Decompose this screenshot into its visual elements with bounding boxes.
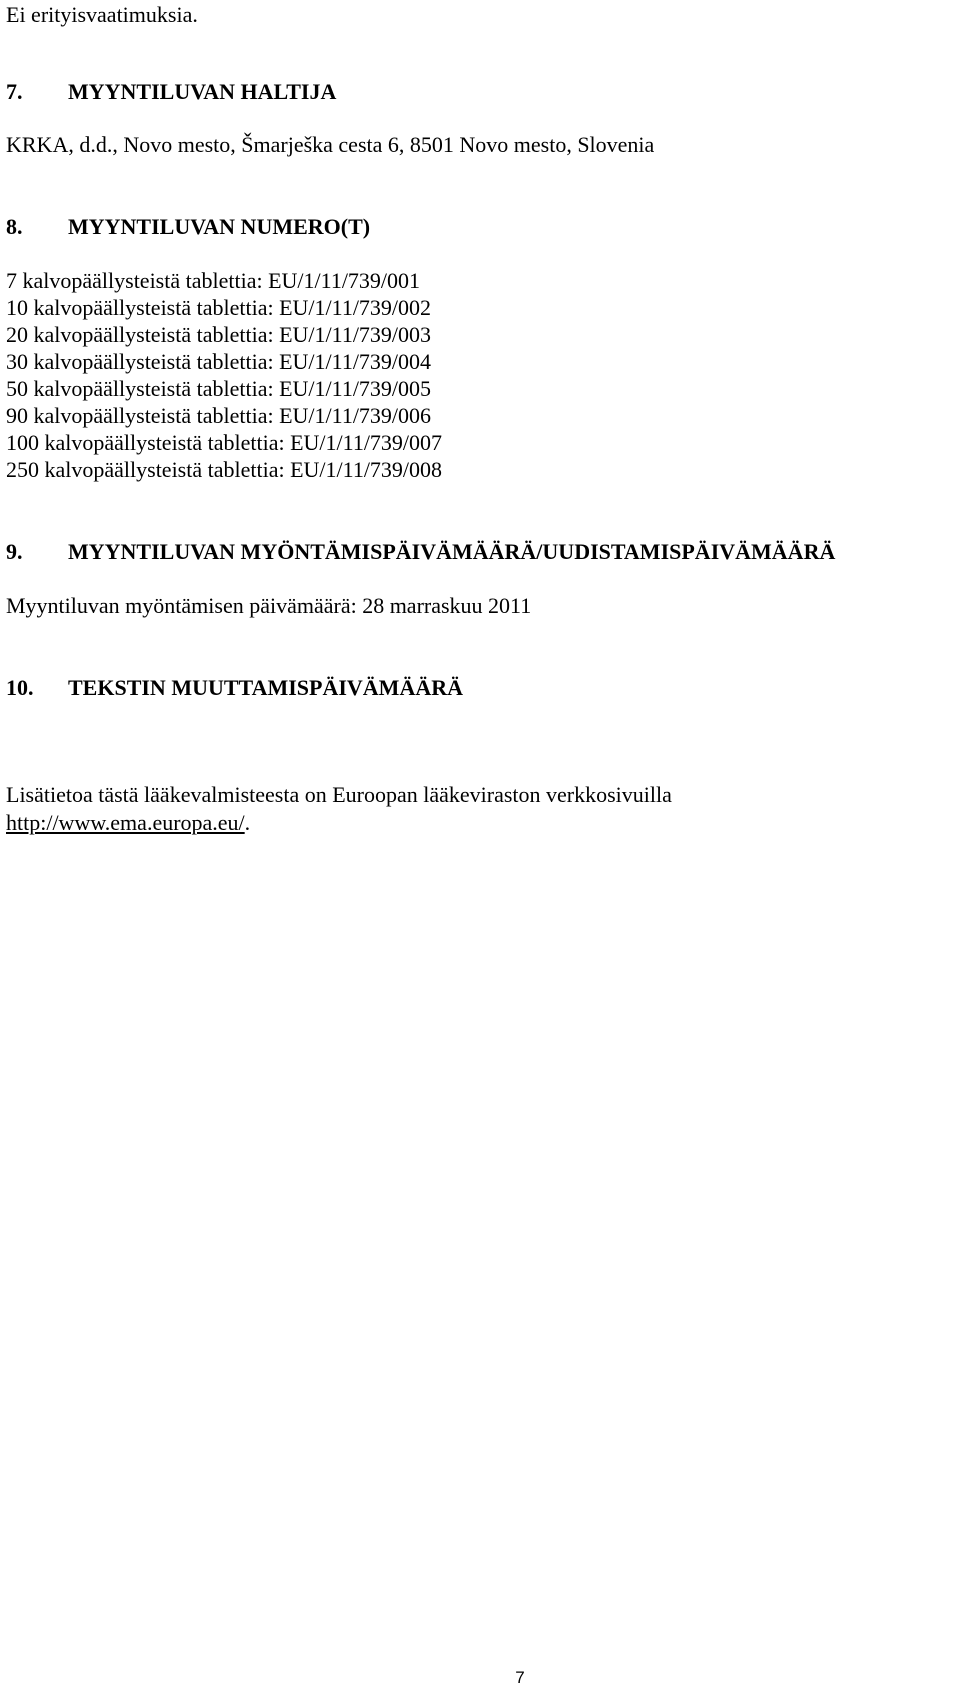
section-9-title: MYYNTILUVAN MYÖNTÄMISPÄIVÄMÄÄRÄ/UUDISTAMISPÄIVÄMÄÄRÄ bbox=[68, 539, 836, 564]
authorisation-number-line: 20 kalvopäällysteistä tablettia: EU/1/11/739/003 bbox=[6, 322, 432, 347]
authorisation-number-line: 30 kalvopäällysteistä tablettia: EU/1/11/739/004 bbox=[6, 349, 432, 374]
section-9-heading bbox=[6, 539, 835, 565]
section-7-heading bbox=[6, 79, 336, 105]
marketing-holder-text: KRKA, d.d., Novo mesto, Šmarješka cesta 6, 8501 Novo mesto, Slovenia bbox=[6, 132, 655, 157]
link-trailing-period: . bbox=[244, 810, 251, 835]
section-8-title: MYYNTILUVAN NUMERO(T) bbox=[68, 214, 371, 239]
ema-website-link[interactable]: http://www.ema.europa.eu/ bbox=[6, 810, 245, 835]
section-10-number: 10. bbox=[6, 675, 34, 700]
authorisation-number-line: 50 kalvopäällysteistä tablettia: EU/1/11/739/005 bbox=[6, 376, 432, 401]
intro-text: Ei erityisvaatimuksia. bbox=[6, 2, 198, 27]
section-7-title: MYYNTILUVAN HALTIJA bbox=[68, 79, 337, 104]
section-8-heading bbox=[6, 214, 370, 240]
section-9-number: 9. bbox=[6, 539, 23, 564]
authorisation-number-line: 250 kalvopäällysteistä tablettia: EU/1/11/739/008 bbox=[6, 457, 443, 482]
section-8-number: 8. bbox=[6, 214, 23, 239]
more-info-text: Lisätietoa tästä lääkevalmisteesta on Euroopan lääkeviraston verkkosivuilla bbox=[6, 782, 672, 807]
more-info-link-line bbox=[6, 810, 250, 836]
authorisation-number-line: 100 kalvopäällysteistä tablettia: EU/1/11/739/007 bbox=[6, 430, 443, 455]
authorisation-date-text: Myyntiluvan myöntämisen päivämäärä: 28 marraskuu 2011 bbox=[6, 593, 532, 618]
section-7-number: 7. bbox=[6, 79, 23, 104]
authorisation-number-line: 7 kalvopäällysteistä tablettia: EU/1/11/739/001 bbox=[6, 268, 421, 293]
authorisation-number-line: 90 kalvopäällysteistä tablettia: EU/1/11/739/006 bbox=[6, 403, 432, 428]
authorisation-number-line: 10 kalvopäällysteistä tablettia: EU/1/11/739/002 bbox=[6, 295, 432, 320]
page-number: 7 bbox=[515, 1668, 525, 1687]
section-10-title: TEKSTIN MUUTTAMISPÄIVÄMÄÄRÄ bbox=[68, 675, 464, 700]
section-10-heading bbox=[6, 675, 463, 701]
